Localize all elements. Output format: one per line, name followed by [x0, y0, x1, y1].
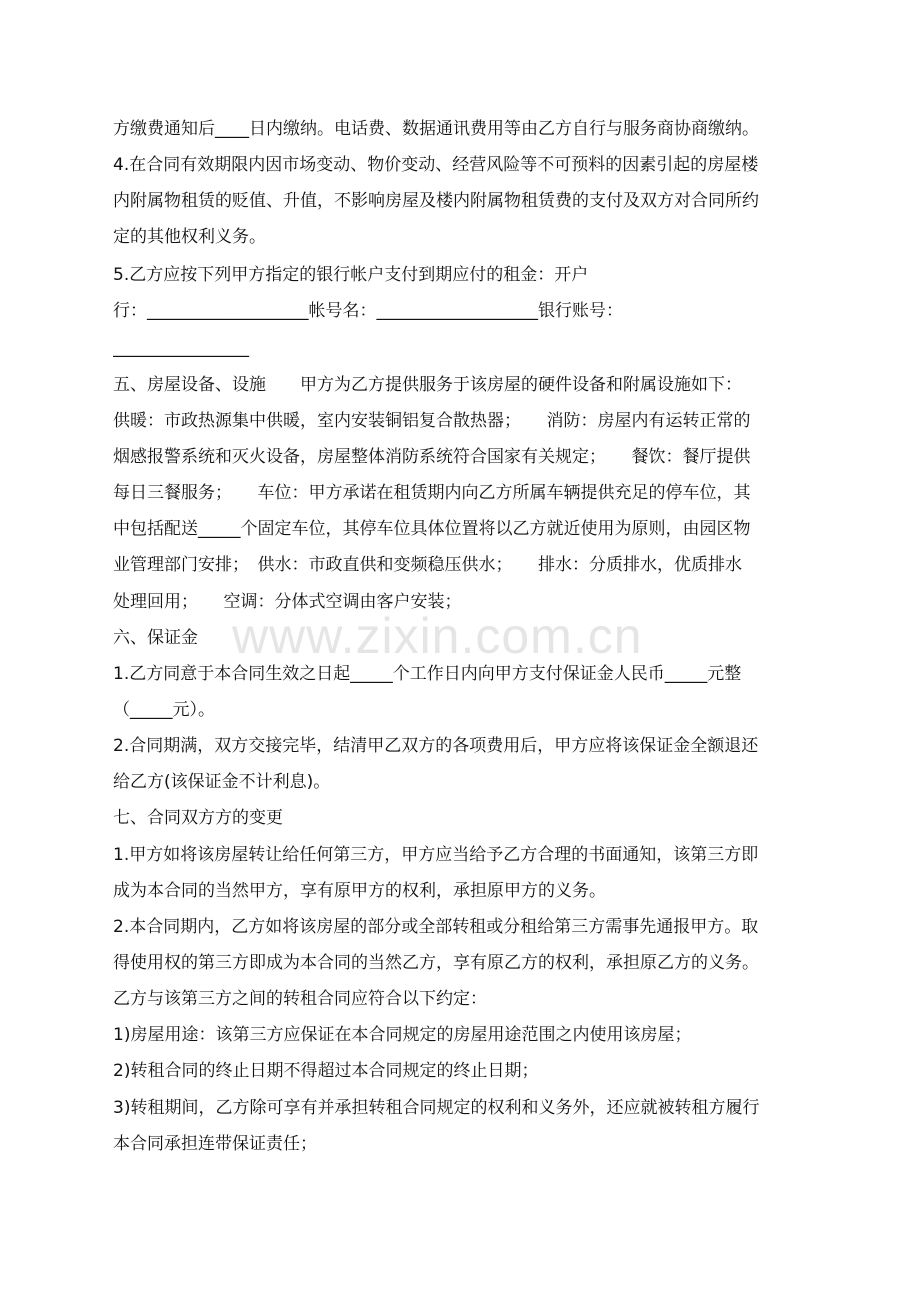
- text-line: 业管理部门安排； 供水：市政直供和变频稳压供水； 排水：分质排水，优质排水: [113, 555, 742, 575]
- text-line: 3)转租期间，乙方除可享有并承担转租合同规定的权利和义务外，还应就被转租方履行: [113, 1098, 760, 1118]
- text-line: 定的其他权利义务。: [113, 227, 266, 247]
- text-line: 成为本合同的当然甲方，享有原甲方的权利，承担原甲方的义务。: [113, 881, 606, 901]
- text-line: 乙方与该第三方之间的转租合同应符合以下约定：: [113, 989, 487, 1009]
- text-line: 内附属物租赁的贬值、升值，不影响房屋及楼内附属物租赁费的支付及双方对合同所约: [113, 191, 759, 211]
- section-heading: 五、房屋设备、设施 甲方为乙方提供服务于该房屋的硬件设备和附属设施如下：: [113, 375, 742, 395]
- text-line: 2.合同期满，双方交接完毕，结清甲乙双方的各项费用后，甲方应将该保证金全额退还: [113, 736, 759, 756]
- text-line: 方缴费通知后____日内缴纳。电话费、数据通讯费用等由乙方自行与服务商协商缴纳。: [113, 119, 759, 139]
- text-line: 4.在合同有效期限内因市场变动、物价变动、经营风险等不可预料的因素引起的房屋楼: [113, 155, 759, 175]
- text-line: 烟感报警系统和灭火设备，房屋整体消防系统符合国家有关规定； 餐饮：餐厅提供: [113, 447, 751, 467]
- text-line: 得使用权的第三方即成为本合同的当然乙方，享有原乙方的权利，承担原乙方的义务。: [113, 953, 759, 973]
- section-heading: 七、合同双方方的变更: [113, 808, 283, 828]
- text-line: 本合同承担连带保证责任；: [113, 1134, 317, 1154]
- text-line: 供暖：市政热源集中供暖，室内安装铜铝复合散热器； 消防：房屋内有运转正常的: [113, 411, 751, 431]
- text-line: 2)转租合同的终止日期不得超过本合同规定的终止日期；: [113, 1061, 539, 1081]
- text-line: 行：___________________帐号名：___________________银行账号：: [113, 301, 623, 321]
- text-line: 每日三餐服务； 车位：甲方承诺在租赁期内向乙方所属车辆提供充足的停车位，其: [113, 483, 751, 503]
- text-line: 处理回用； 空调：分体式空调由客户安装；: [113, 592, 462, 612]
- watermark: www.zixin.com.cn: [232, 608, 643, 664]
- text-line: （_____元）。: [113, 700, 215, 720]
- text-line: 1)房屋用途：该第三方应保证在本合同规定的房屋用途范围之内使用该房屋；: [113, 1025, 692, 1045]
- text-line: 1.甲方如将该房屋转让给任何第三方，甲方应当给予乙方合理的书面通知，该第三方即: [113, 845, 759, 865]
- text-line: 1.乙方同意于本合同生效之日起_____个工作日内向甲方支付保证金人民币_____元整: [113, 664, 742, 684]
- text-line: 中包括配送_____个固定车位，其停车位具体位置将以乙方就近使用为原则，由园区物: [113, 519, 751, 539]
- text-line: ________________: [113, 338, 249, 358]
- text-line: 给乙方(该保证金不计利息)。: [113, 772, 331, 792]
- text-line: 2.本合同期内，乙方如将该房屋的部分或全部转租或分租给第三方需事先通报甲方。取: [113, 917, 759, 937]
- text-line: 5.乙方应按下列甲方指定的银行帐户支付到期应付的租金：开户: [113, 265, 589, 285]
- section-heading: 六、保证金: [113, 628, 198, 648]
